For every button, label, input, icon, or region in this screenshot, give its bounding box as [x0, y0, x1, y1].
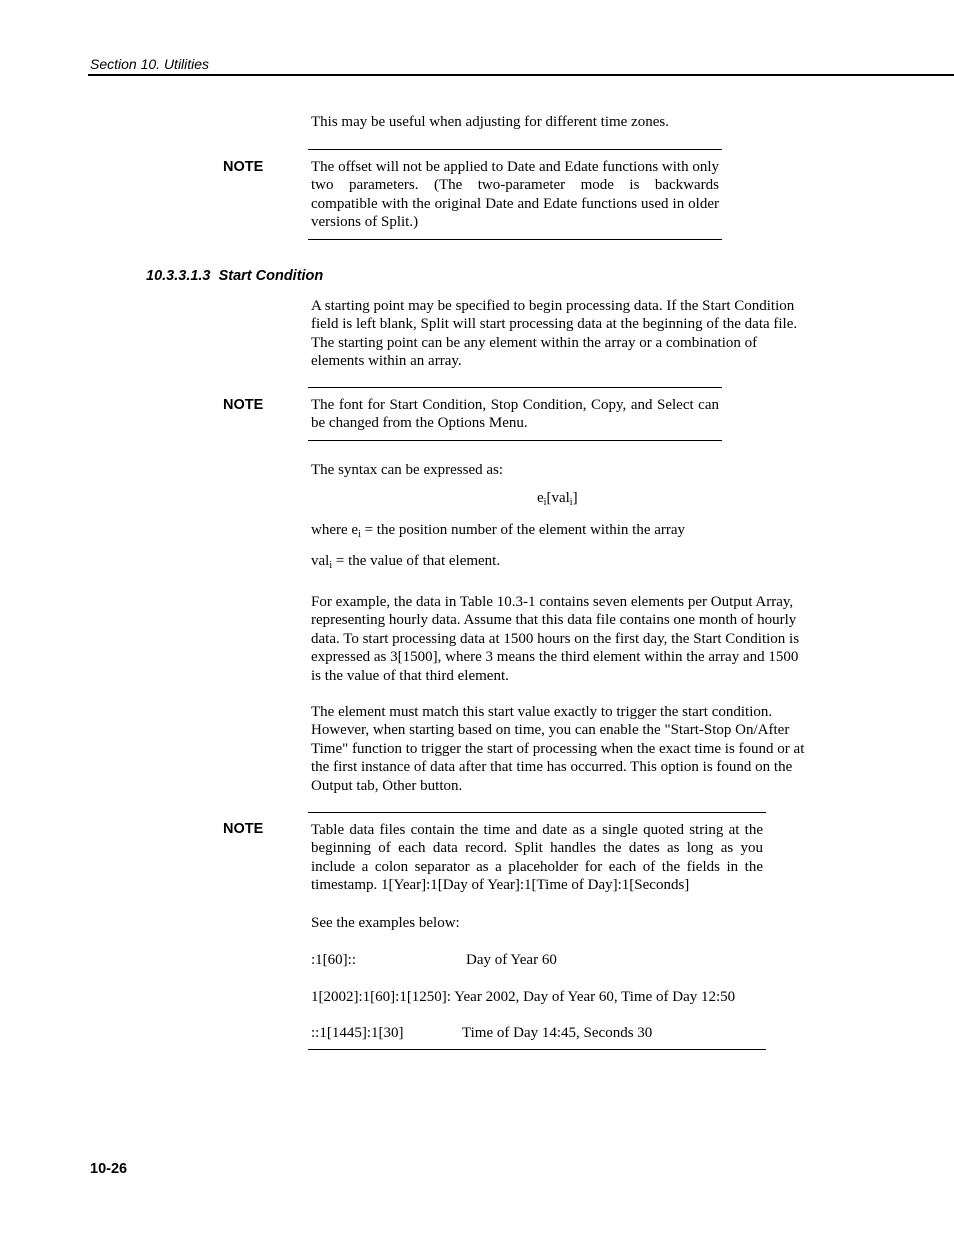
intro-text: This may be useful when adjusting for different time zones. [311, 114, 669, 130]
example-row-3 [311, 1024, 403, 1042]
example-row-2 [311, 988, 735, 1006]
example-code: ::1[1445]:1[30] [311, 1025, 404, 1041]
note1-top-rule [308, 149, 722, 150]
syntax-intro: The syntax can be expressed as: [311, 462, 504, 478]
syntax-formula: $e_i[val_i]$ [537, 490, 578, 508]
where-line: where $e_i$ = the position number of the element within the array [311, 522, 686, 540]
note2-bottom-rule [308, 440, 722, 441]
heading-number: 10.3.3.1.3 [146, 268, 211, 284]
note3-top-rule [308, 812, 766, 813]
see-examples-text: See the examples below: [311, 915, 460, 931]
start-condition-paragraph: A starting point may be specified to begin processing data. If the Start Condition field is left blank, Split will start processing data at the beginning of the data file. The starting point can be any element within the array or a combination of elements within an array. [311, 298, 798, 370]
example-code: 1[2002]:1[60]:1[1250]: [311, 989, 451, 1005]
note3-bottom-rule [308, 1049, 766, 1050]
example-row-1 [311, 951, 356, 969]
time-trigger-paragraph: The element must match this start value exactly to trigger the start condition. However, when starting based on time, you can enable the "Start-Stop On/After Time" function to trigger the start of processing when the exact time is found or at the first instance of data after that time has occurred. This option is found on the Output tab, Other button. [311, 704, 805, 794]
heading-title: Start Condition [218, 268, 324, 284]
note2-label: NOTE [223, 397, 264, 413]
section-heading [146, 268, 323, 284]
note2-top-rule [308, 387, 722, 388]
note3-label: NOTE [223, 821, 264, 837]
running-header: Section 10. Utilities [90, 56, 210, 72]
note2-text: The font for Start Condition, Stop Condition, Copy, and Select can be changed from the Options Menu. [311, 397, 719, 432]
note1-bottom-rule [308, 239, 722, 240]
example-desc-3: Time of Day 14:45, Seconds 30 [462, 1025, 653, 1041]
example-desc: Year 2002, Day of Year 60, Time of Day 12:50 [454, 989, 736, 1005]
note1-label: NOTE [223, 159, 264, 175]
header-rule [88, 74, 954, 76]
example-desc-1: Day of Year 60 [466, 952, 557, 968]
example-paragraph: For example, the data in Table 10.3-1 contains seven elements per Output Array, representing hourly data. Assume that this data file contains one month of hourly data. To start processing data at 1500 hours on the first day, the Start Condition is expressed as 3[1500], where 3 means the third element within the array and 1500 is the value of that third element. [311, 594, 800, 684]
val-line: val$_i$ = the value of that element. [311, 553, 501, 571]
note3-text: Table data files contain the time and date as a single quoted string at the beginning of each data record. Split handles the dates as long as you include a colon separator as a placeholder for each of the fields in the timestamp. 1[Year]:1[Day of Year]:1[Time of Day]:1[Seconds] [311, 822, 763, 894]
note1-text: The offset will not be applied to Date and Edate functions with only two parameters. (The two-parameter mode is backwards compatible with the original Date and Edate functions used in older versions of Split.) [311, 159, 719, 231]
example-code: :1[60]:: [311, 952, 356, 968]
page-number: 10-26 [90, 1161, 128, 1177]
